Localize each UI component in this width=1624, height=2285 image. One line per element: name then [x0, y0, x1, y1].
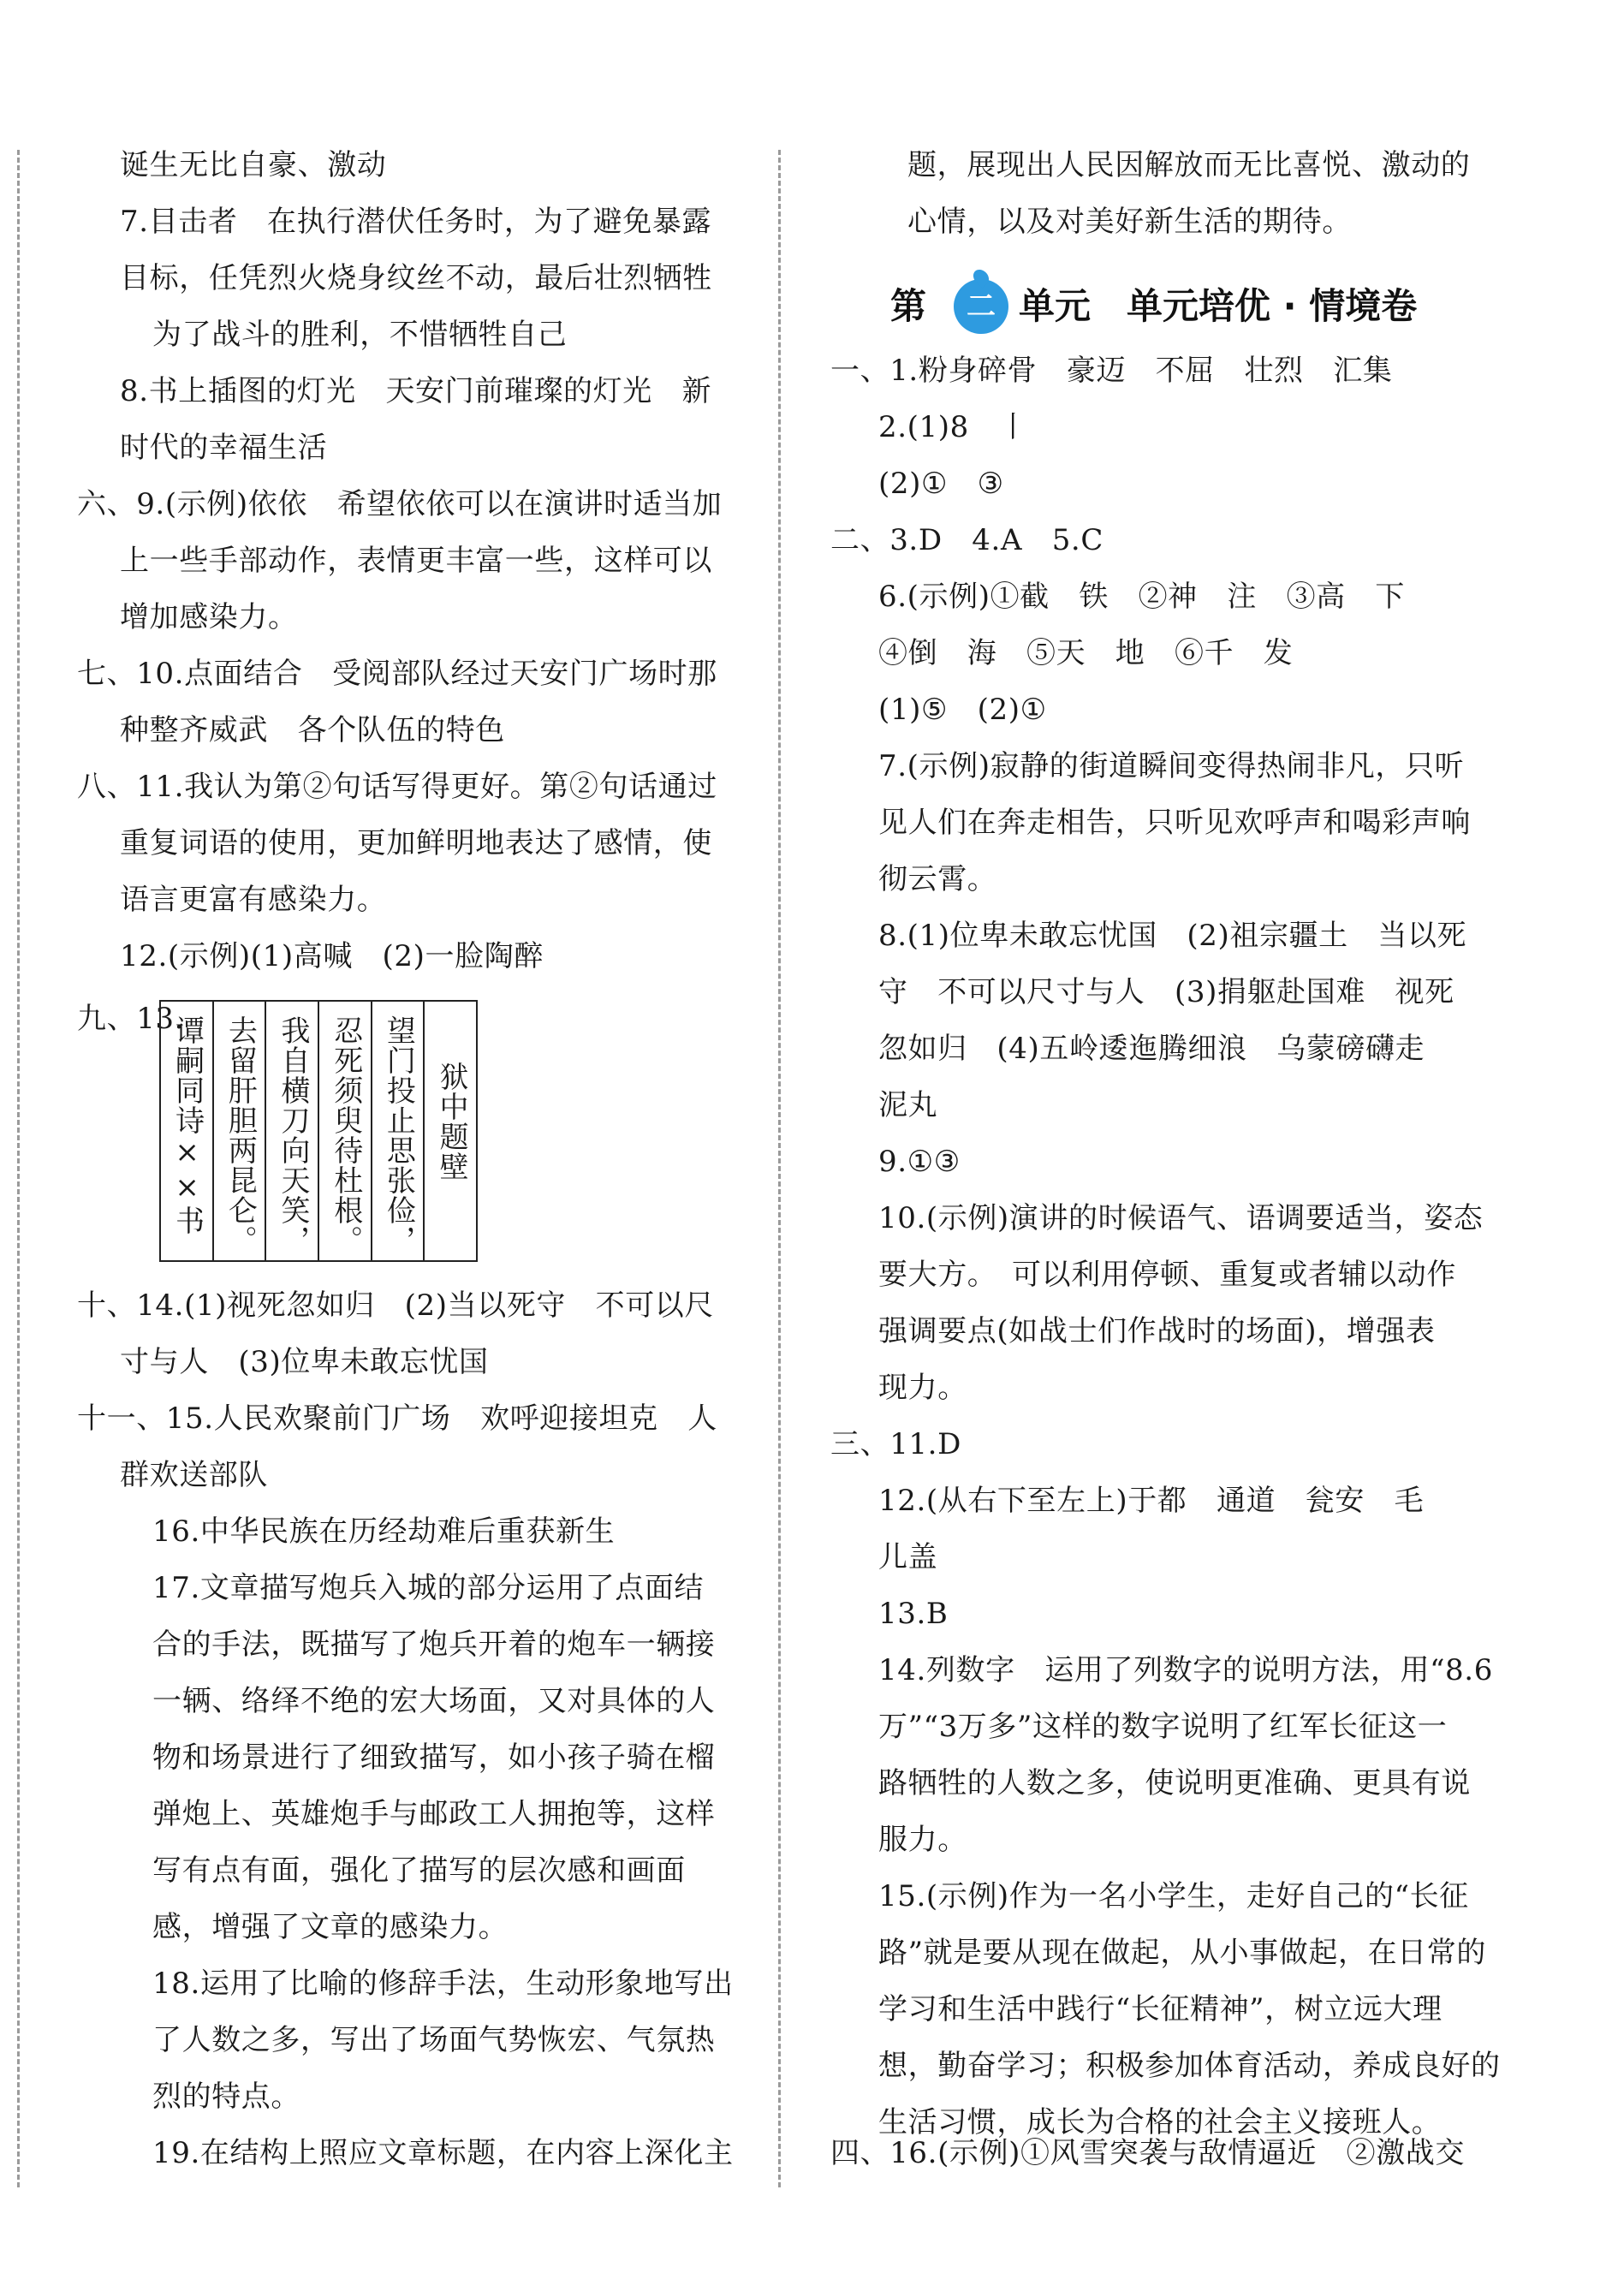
poem-cell: 谭嗣同诗××书: [161, 1002, 214, 1260]
unit-number-badge: 二: [954, 279, 1008, 334]
unit-heading-title: 单元 单元培优 · 情境卷: [1019, 285, 1418, 327]
answer-line: 烈的特点。: [152, 2080, 300, 2114]
answer-line: 18.运用了比喻的修辞手法，生动形象地写出: [152, 1967, 734, 2001]
answer-line: 一辆、络绎不绝的宏大场面，又对具体的人: [152, 1684, 716, 1718]
poem-title-cell: 狱中题壁: [434, 1062, 469, 1181]
unit-heading-prefix: 第: [890, 285, 927, 327]
answer-line: 8.书上插图的灯光 天安门前璀璨的灯光 新: [120, 374, 712, 408]
poem-cell: 忍死须臾待杜根。: [319, 1002, 372, 1260]
answer-line: 诞生无比自豪、激动: [120, 148, 387, 182]
answer-line: 路”就是要从现在做起，从小事做起，在日常的: [878, 1936, 1486, 1970]
poem-cell: 去留肝胆两昆仑。: [214, 1002, 267, 1260]
answer-line: 重复词语的使用，更加鲜明地表达了感情，使: [120, 826, 712, 860]
answer-line: 学习和生活中践行“长征精神”，树立远大理: [878, 1992, 1443, 2026]
answer-line: 19.在结构上照应文章标题，在内容上深化主: [152, 2136, 734, 2170]
answer-line: 14.列数字 运用了列数字的说明方法，用“8.6: [878, 1653, 1493, 1687]
answer-line: 想，勤奋学习；积极参加体育活动，养成良好的: [878, 2049, 1501, 2083]
answer-line: 12.(示例)(1)高喊 (2)一脸陶醉: [120, 939, 544, 973]
answer-line: 九、13.: [77, 1002, 185, 1036]
answer-line: 四、16.(示例)①风雪突袭与敌情逼近 ②激战交: [830, 2136, 1465, 2170]
answer-line: 寸与人 (3)位卑未敢忘忧国: [120, 1345, 489, 1379]
answer-line: 2.(1)8 丨: [878, 410, 1029, 444]
answer-line: 十一、15.人民欢聚前门广场 欢呼迎接坦克 人: [77, 1401, 717, 1436]
answer-line: 合的手法，既描写了炮兵开着的炮车一辆接: [152, 1627, 716, 1662]
answer-line: 15.(示例)作为一名小学生，走好自己的“长征: [878, 1879, 1469, 1913]
answer-line: 十、14.(1)视死忽如归 (2)当以死守 不可以尺: [77, 1288, 714, 1323]
answer-line: 题，展现出人民因解放而无比喜悦、激动的: [907, 148, 1471, 182]
answer-line: 写有点有面，强化了描写的层次感和画面: [152, 1854, 686, 1888]
poem-cell: 我自横刀向天笑，: [266, 1002, 319, 1260]
answer-line: 二、3.D 4.A 5.C: [830, 523, 1103, 557]
poem-table: [159, 1000, 478, 1262]
answer-line: 10.(示例)演讲的时候语气、语调要适当，姿态: [878, 1201, 1484, 1235]
answer-line: 12.(从右下至左上)于都 通道 瓮安 毛: [878, 1484, 1425, 1518]
answer-line: 强调要点(如战士们作战时的场面)，增强表: [878, 1314, 1436, 1348]
answer-line: 守 不可以尺寸与人 (3)捐躯赴国难 视死: [878, 975, 1454, 1009]
answer-line: 感，增强了文章的感染力。: [152, 1910, 509, 1944]
answer-line: 群欢送部队: [120, 1458, 268, 1492]
answer-line: 弹炮上、英雄炮手与邮政工人拥抱等，这样: [152, 1797, 716, 1831]
answer-line: 泥丸: [878, 1088, 938, 1122]
answer-line: ④倒 海 ⑤天 地 ⑥千 发: [878, 636, 1294, 670]
answer-line: 八、11.我认为第②句话写得更好。第②句话通过: [77, 770, 717, 804]
answer-line: 心情，以及对美好新生活的期待。: [907, 205, 1352, 239]
answer-line: 现力。: [878, 1371, 967, 1405]
answer-line: 语言更富有感染力。: [120, 883, 387, 917]
answer-line: 忽如归 (4)五岭逶迤腾细浪 乌蒙磅礴走: [878, 1032, 1425, 1066]
answer-line: 一、1.粉身碎骨 豪迈 不屈 壮烈 汇集: [830, 354, 1393, 388]
answer-line: 万”“3万多”这样的数字说明了红军长征这一: [878, 1710, 1448, 1744]
answer-line: 彻云霄。: [878, 862, 997, 896]
answer-line: 上一些手部动作，表情更丰富一些，这样可以: [120, 544, 712, 578]
left-margin-dashed-line: [17, 150, 20, 2187]
answer-line: 生活习惯，成长为合格的社会主义接班人。: [878, 2105, 1442, 2139]
answer-line: 增加感染力。: [120, 600, 298, 634]
answer-line: 16.中华民族在历经劫难后重获新生: [152, 1514, 616, 1549]
answer-line: 17.文章描写炮兵入城的部分运用了点面结: [152, 1571, 705, 1605]
answer-line: 9.①③: [878, 1145, 961, 1179]
answer-line: 13.B: [878, 1597, 949, 1631]
answer-line: 六、9.(示例)依依 希望依依可以在演讲时适当加: [77, 487, 723, 521]
answer-line: 7.(示例)寂静的街道瞬间变得热闹非凡，只听: [878, 749, 1465, 783]
poem-cell: 望门投止思张俭，: [372, 1002, 425, 1260]
answer-line: 目标，任凭烈火烧身纹丝不动，最后壮烈牺牲: [120, 261, 712, 295]
unit-heading: [890, 276, 1490, 337]
answer-line: 物和场景进行了细致描写，如小孩子骑在榴: [152, 1741, 716, 1775]
answer-line: 种整齐威武 各个队伍的特色: [120, 713, 505, 747]
answer-line: 要大方。 可以利用停顿、重复或者辅以动作: [878, 1258, 1456, 1292]
answer-line: (2)① ③: [878, 467, 1004, 501]
answer-line: 6.(示例)①截 铁 ②神 注 ③高 下: [878, 580, 1405, 614]
answer-line: 8.(1)位卑未敢忘忧国 (2)祖宗疆土 当以死: [878, 919, 1467, 953]
answer-line: 服力。: [878, 1823, 967, 1857]
answer-line: 7.目击者 在执行潜伏任务时，为了避免暴露: [120, 205, 712, 239]
answer-line: 三、11.D: [830, 1427, 961, 1461]
answer-line: 为了战斗的胜利，不惜牺牲自己: [152, 318, 568, 352]
answer-line: (1)⑤ (2)①: [878, 693, 1047, 727]
column-divider-dashed-line: [778, 150, 781, 2187]
answer-line: 路牺牲的人数之多，使说明更准确、更具有说: [878, 1766, 1471, 1800]
answer-line: 时代的幸福生活: [120, 431, 328, 465]
answer-line: 儿盖: [878, 1540, 938, 1574]
answer-line: 七、10.点面结合 受阅部队经过天安门广场时那: [77, 657, 717, 691]
answer-line: 见人们在奔走相告，只听见欢呼声和喝彩声响: [878, 806, 1471, 840]
answer-line: 了人数之多，写出了场面气势恢宏、气氛热: [152, 2023, 716, 2057]
